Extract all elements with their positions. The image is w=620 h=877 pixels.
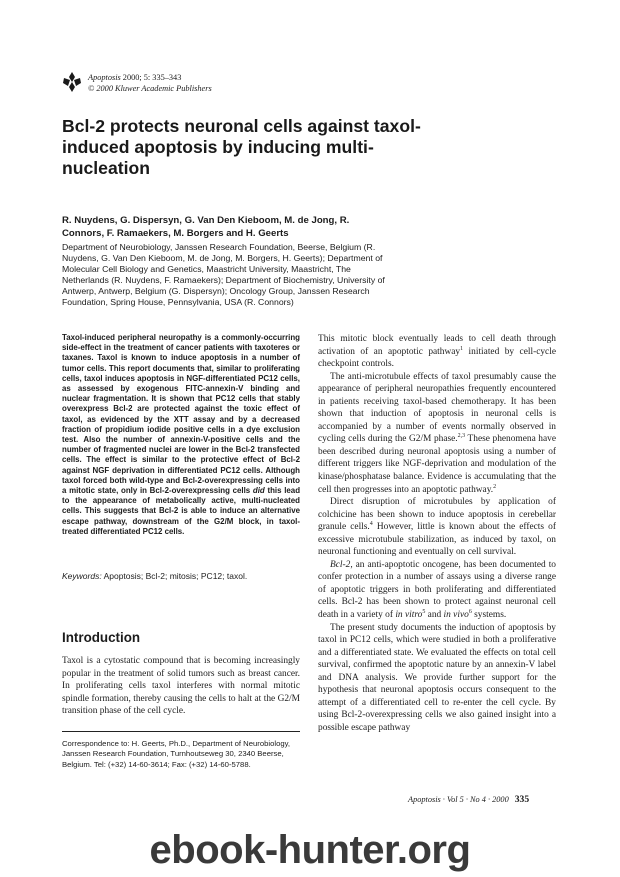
publisher-logo-icon [62,70,82,94]
reference-marker: 4 [369,521,373,528]
paragraph [318,496,556,559]
footer-citation: Apoptosis · Vol 5 · No 4 · 2000 [408,795,509,804]
text-run: The anti-microtubule effects of taxol presumably cause the appearance of peripheral neuropathies frequently encountered in patients receiving taxol-based chemotherapy. It has been shown that induction of apoptosis in neuronal cells is accompanied by a number of events normally observed in cycling cells during the G2/M phase. [318,371,556,445]
watermark: ebook-hunter.org [149,828,471,872]
keywords-label: Keywords: [62,571,102,581]
right-column-text [318,333,556,735]
reference-marker: 5 [422,608,426,615]
reference-marker: 6 [468,608,472,615]
text-run: Direct disruption of microtubules by application of colchicine has been shown to induce apoptosis in cerebellar granule cells. [318,497,556,533]
keywords-text: Apoptosis; Bcl-2; mitosis; PC12; taxol. [101,571,248,581]
text-run: These phenomena have been described during neuronal apoptosis using a number of different triggers like NGF-deprivation and modulation of the kinase/phosphatase balance. Evidence is accumulating that the cell then progresses into an apoptotic pathway. [318,434,556,495]
text-run: , an anti-apoptotic oncogene, has been documented to confer protection in a number of assays using a diverse range of apoptotic triggers in both proliferating and differentiated cells. Bcl-2 has been shown to protect against neuronal cell death in a variety of [318,559,556,621]
text-run: This mitotic block eventually leads to cell death through activation of an apoptotic pathway [318,334,556,357]
italic-term: in vitro [395,610,423,621]
text-run: The present study documents the induction of apoptosis by taxol in PC12 cells, which were studied in both a proliferative and a differentiated state. We evaluated the effects on total cell survival, confirmed the apoptotic nature by an annexin-V label and DNA analysis. We provide further support for the hypothesis that neuronal apoptosis occurs consequent to the attempt of a differentiated cell to re-enter the cell cycle. By using Bcl-2-overexpressing cells we also gained insight into a possible escape pathway [318,622,556,733]
abstract [62,333,300,537]
paragraph [318,559,556,622]
abstract-text-1: Taxol-induced peripheral neuropathy is a commonly-occurring side-effect in the treatment of cancer patients with taxoteres or taxanes. Taxol is known to induce apoptosis in a number of tumor cells. This report documents that, similar to proliferating cells, taxol induces apoptosis in NGF-differentiated PC12 cells, as assessed by exogenous FITC-annexin-V binding and nuclear fragmentation. It is shown that PC12 cells that stably overexpress Bcl-2 are protected against the toxic effect of taxol, as evidenced by the XTT assay and by a decreased fraction of propidium iodide positive cells in a dye exclusion test. Also the number of annexin-V-positive cells and the number of fragmented nuclei are lower in the Bcl-2 transfected cells. The effect is similar to the protective effect of Bcl-2 against NGF deprivation in differentiated PC12 cells. Although taxol forced both wild-type and Bcl-2-overexpressing cells into a mitotic state, only in Bcl-2-overexpressing cells [62,333,300,496]
affiliations: Department of Neurobiology, Janssen Research Foundation, Beerse, Belgium (R. Nuydens, G. Van Den Kieboom, M. de Jong, M. Borgers, H. Geerts); Department of Molecular Cell Biology and Genetics, Maastricht University, Maastricht, The Netherlands (R. Nuydens, F. Ramaekers); Department of Biochemistry, University of Antwerp, Antwerp, Belgium (G. Dispersyn); Oncology Group, Janssen Research Foundation, Spring House, Pennsylvania, USA (R. Connors) [62,242,385,308]
paragraph [318,371,556,496]
italic-gene-name: Bcl-2 [330,559,351,570]
page-footer [408,794,529,805]
journal-name: Apoptosis [88,73,121,82]
reference-marker: 2 [493,483,497,490]
page-number: 335 [514,794,530,805]
italic-term: in vivo [443,610,469,621]
text-run: However, little is known about the effects of excessive microtubule stabilization, as induced by taxol, on neuronal functioning and eventually on cell survival. [318,522,556,558]
keywords [62,571,300,582]
section-heading-introduction: Introduction [62,630,141,645]
reference-marker: 1 [460,345,464,352]
reference-marker: 2,3 [457,433,466,440]
introduction-paragraph: Taxol is a cytostatic compound that is becoming increasingly popular in the treatment of solid tumors such as breast cancer. In proliferating cells taxol interferes with normal mitotic spindle formation, thereby causing the cells to halt at the G2/M transition phase of the cell cycle. [62,656,300,717]
journal-citation: 2000; 5: 335–343 [120,73,182,82]
text-run: systems. [471,610,507,621]
journal-header [88,72,212,94]
article-title: Bcl-2 protects neuronal cells against taxol-induced apoptosis by inducing multi-nucleation [62,116,421,178]
paragraph [318,622,556,735]
abstract-text-2: this lead to the appearance of metabolically active, multi-nucleated cells. This suggests that Bcl-2 is able to induce an alternative escape pathway, downstream of the G2/M block, in taxol-treated differentiated PC12 cells. [62,486,301,536]
paragraph [318,333,556,371]
text-run: initiated by cell-cycle checkpoint controls. [318,346,556,370]
abstract-italic: did [252,486,265,496]
correspondence-footnote: Correspondence to: H. Geerts, Ph.D., Department of Neurobiology, Janssen Research Foundation, Turnhoutseweg 30, 2340 Beerse, Belgium. Tel: (+32) 14-60-3614; Fax: (+32) 14-60-5788. [62,739,291,769]
author-list: R. Nuydens, G. Dispersyn, G. Van Den Kieboom, M. de Jong, R. Connors, F. Ramaekers, M. Borgers and H. Geerts [62,215,350,239]
copyright-line: © 2000 Kluwer Academic Publishers [88,84,212,93]
footnote-divider [62,731,300,732]
text-run: and [425,610,444,621]
